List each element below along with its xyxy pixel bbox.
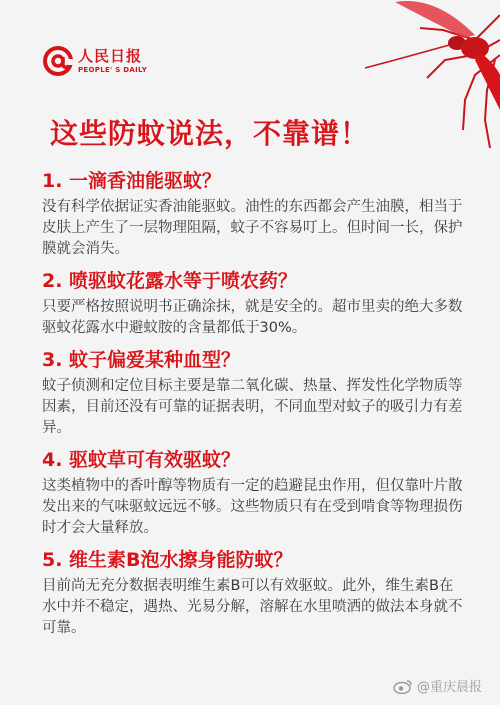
weibo-icon [393, 678, 413, 694]
brand-name-cn: 人民日报 [78, 46, 143, 65]
myth-item-title: 3. 蚊子偏爱某种血型？ [42, 349, 241, 371]
watermark-text: @重庆晨报 [416, 680, 482, 695]
myth-item-body: 这类植物中的香叶醇等物质有一定的趋避昆虫作用，但仅靠叶片散发出来的气味驱蚊远远不够。这些物质只有在受到啃食等物理损伤时才会大量释放。 [42, 478, 463, 536]
myth-item [42, 347, 467, 439]
weibo-watermark [393, 676, 482, 695]
myth-item [42, 168, 467, 260]
brand-name-en: PEOPLE' S DAILY [78, 65, 148, 74]
myth-item-body: 蚊子侦测和定位目标主要是靠二氧化碳、热量、挥发性化学物质等因素，目前还没有可靠的证据表明，不同血型对蚊子的吸引力有差异。 [42, 378, 463, 436]
people-daily-logo [42, 41, 147, 81]
myth-item-title: 5. 维生素B泡水擦身能防蚊？ [42, 549, 293, 571]
myth-item-body: 目前尚无充分数据表明维生素B可以有效驱蚊。此外，维生素B在水中并不稳定，遇热、光易分解，溶解在水里喷洒的做法本身就不可靠。 [42, 578, 463, 636]
myth-item [42, 268, 467, 339]
myth-item [42, 547, 467, 639]
myth-item-title: 2. 喷驱蚊花露水等于喷农药？ [42, 270, 298, 292]
myth-item [42, 447, 467, 539]
myth-list [42, 168, 467, 645]
myth-item-body: 只要严格按照说明书正确涂抹，就是安全的。超市里卖的绝大多数驱蚊花露水中避蚊胺的含量都低于30%。 [42, 299, 463, 336]
at-sign-logo-icon [42, 45, 74, 77]
page-title: 这些防蚊说法，不靠谱！ [50, 117, 370, 150]
myth-item-body: 没有科学依据证实香油能驱蚊。油性的东西都会产生油膜，相当于皮肤上产生了一层物理阻隔，蚊子不容易叮上。但时间一长，保护膜就会消失。 [42, 199, 463, 257]
myth-item-title: 1. 一滴香油能驱蚊？ [42, 170, 222, 192]
myth-item-title: 4. 驱蚊草可有效驱蚊？ [42, 449, 241, 471]
